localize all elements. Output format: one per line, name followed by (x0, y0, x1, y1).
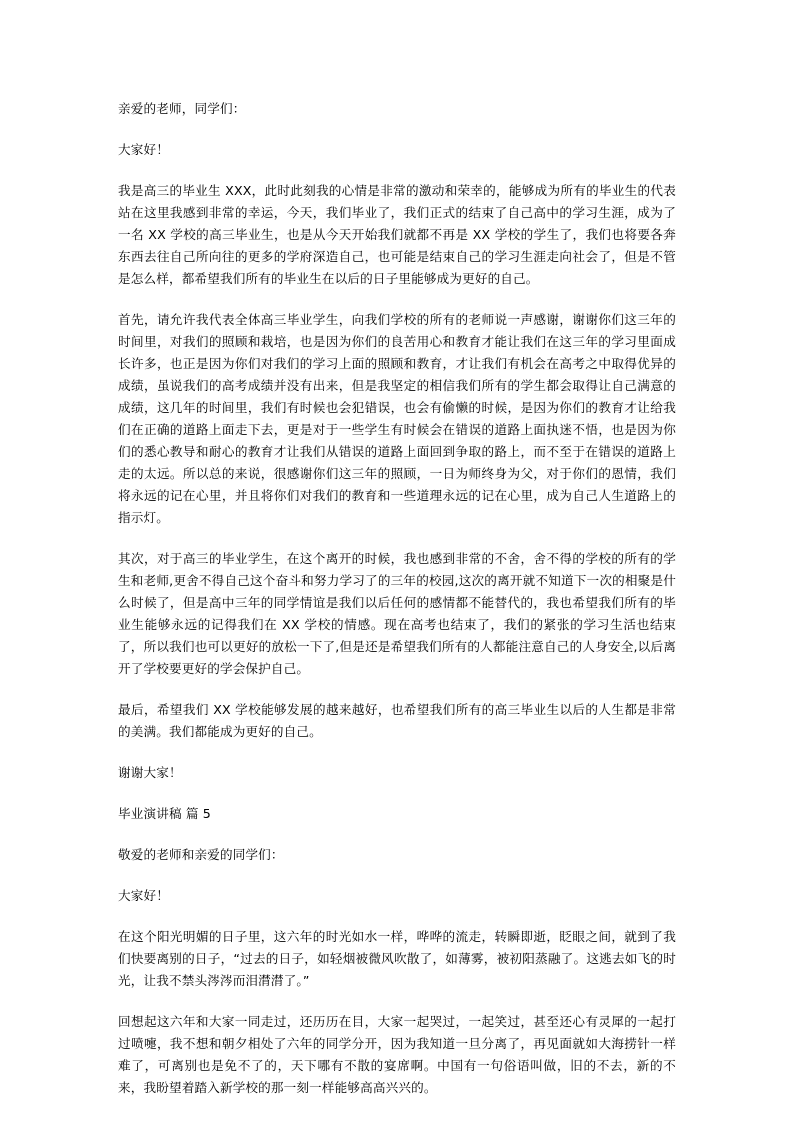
paragraph-intro: 我是高三的毕业生 XXX，此时此刻我的心情是非常的激动和荣幸的，能够成为所有的毕业生的代表站在这里我感到非常的幸运，今天，我们毕业了，我们正式的结束了自己高中的学习生涯，成为了 一名 XX 学校的高三毕业生，也是从今天开始我们就都不再是 XX 学校的学生了，我们也将要各奔东西去往自己所向往的更多的学府深造自己，也可能是结束自己的学习生涯走向社会了，但是不管是怎么样，都希望我们所有的毕业生在以后的日子里能够成为更好的自己。 (118, 183, 676, 286)
hello-2: 大家好！ (118, 888, 169, 903)
document-page (118, 98, 676, 1118)
paragraph-first: 首先，请允许我代表全体高三毕业学生，向我们学校的所有的老师说一声感谢，谢谢你们这三年的时间里，对我们的照顾和栽培，也是因为你们的良苦用心和教育才能让我们在这三年的学习里面成长许多，也正是因为你们对我们的学习上面的照顾和教育，才让我们有机会在高考之中取得优异的成绩，虽说我们的高考成绩并没有出来，但是我坚定的相信我们所有的学生都会取得让自己满意的成绩，这几年的时间里，我们有时候也会犯错误，也会有偷懒的时候，是因为你们的教育才让给我们在正确的道路上面走下去，更是对于一些学生有时候会在错误的道路上面执迷不悟，也是因为你们的悉心教导和耐心的教育才让我们从错误的道路上面回到争取的路上，而不至于在错误的道路上走的太远。所以总的来说，很感谢你们这三年的照顾，一日为师终身为父，对于你们的恩情，我们将永远的记在心里，并且将你们对我们的教育和一些道理永远的记在心里，成为自己人生道路上的指示灯。 (118, 312, 676, 525)
thanks: 谢谢大家！ (118, 765, 182, 780)
greeting-2: 敬爱的老师和亲爱的同学们： (118, 847, 284, 862)
hello: 大家好！ (118, 142, 169, 157)
section-title: 毕业演讲稿 篇 5 (118, 806, 211, 821)
paragraph-recall: 回想起这六年和大家一同走过，还历历在目，大家一起哭过，一起笑过，甚至还心有灵犀的一起打过喷嚏，我不想和朝夕相处了六年的同学分开，因为我知道一旦分离了，再见面就如大海捞针一样难了，可离别也是免不了的，天下哪有不散的宴席啊。中国有一句俗语叫做，旧的不去，新的不来，我盼望着踏入新学校的那一刻一样能够高高兴兴的。 (118, 1014, 676, 1095)
paragraph-sunny-day: 在这个阳光明媚的日子里，这六年的时光如水一样，哗哗的流走，转瞬即逝，眨眼之间，就到了我们快要离别的日子，“过去的日子，如轻烟被微风吹散了，如薄雾，被初阳蒸融了。这逃去如飞的时光，让我不禁头涔涔而泪潸潸了。” (118, 929, 676, 988)
paragraph-last: 最后，希望我们 XX 学校能够发展的越来越好，也希望我们所有的高三毕业生以后的人生都是非常的美满。我们都能成为更好的自己。 (118, 702, 676, 739)
paragraph-second: 其次，对于高三的毕业学生，在这个离开的时候，我也感到非常的不舍，舍不得的学校的所有的学生和老师,更舍不得自己这个奋斗和努力学习了的三年的校园,这次的离开就不知道下一次的相聚是什么时候了，但是高中三年的同学情谊是我们以后任何的感情都不能替代的，我也希望我们所有的毕业生能够永远的记得我们在 XX 学校的情感。现在高考也结束了，我们的紧张的学习生活也结束了，所以我们也可以更好的放松一下了,但是还是希望我们所有的人都能注意自己的人身安全,以后离开了学校要更好的学会保护自己。 (118, 551, 676, 676)
greeting: 亲爱的老师，同学们： (118, 101, 246, 116)
